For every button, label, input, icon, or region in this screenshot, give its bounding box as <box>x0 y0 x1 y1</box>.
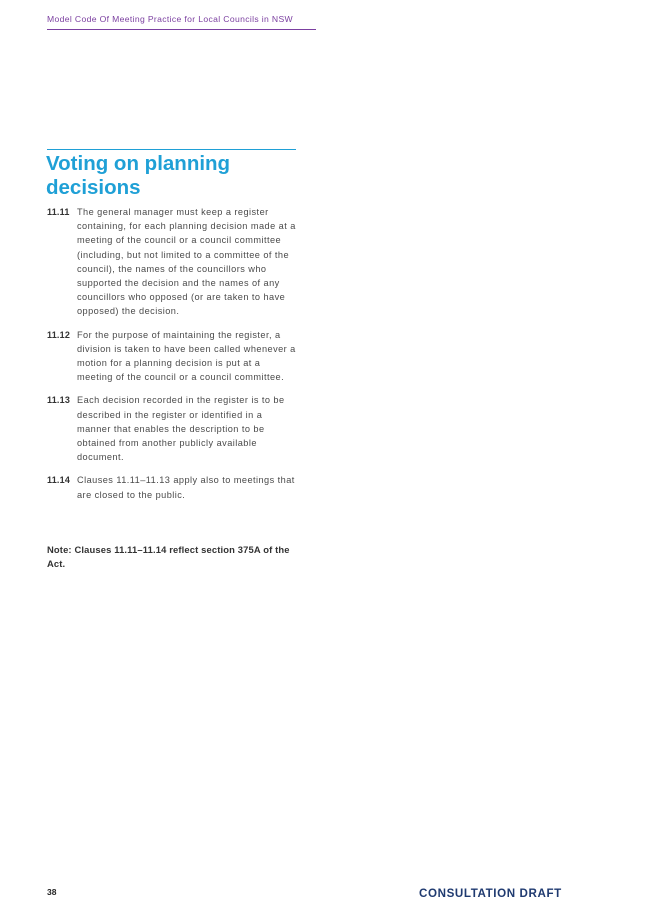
clause-text: The general manager must keep a register containing, for each planning decision made at a meeting of the council or a council committee (including, but not limited to a committee of the council), the names of the councillors who supported the decision and the names of any councillors who opposed (or are taken to have opposed) the decision. <box>77 207 296 317</box>
clause-number: 11.13 <box>47 395 71 406</box>
clause-number: 11.11 <box>47 207 70 217</box>
clause-11-13 <box>47 393 307 464</box>
page-number: 38 <box>47 887 57 897</box>
clause-number: 11.14 <box>47 475 71 486</box>
clause-11-12 <box>47 328 307 385</box>
section-title: Voting on planning decisions <box>46 152 231 199</box>
clause-number: 11.12 <box>47 329 71 340</box>
clause-text: Clauses 11.11–11.13 apply also to meetings that are closed to the public. <box>77 475 295 500</box>
clause-11-11 <box>47 205 307 319</box>
clause-list <box>47 205 307 511</box>
footer-label: CONSULTATION DRAFT <box>419 887 562 900</box>
running-header: Model Code Of Meeting Practice for Local Councils in NSW <box>47 14 316 30</box>
clause-11-14 <box>47 473 307 501</box>
clause-text: For the purpose of maintaining the register, a division is taken to have been called whenever a motion for a planning decision is put at a meeting of the council or a council committee. <box>77 329 296 383</box>
clause-text: Each decision recorded in the register is to be described in the register or identified in a manner that enables the description to be obtained from another publicly available document. <box>77 395 285 463</box>
section-divider <box>47 149 296 150</box>
note: Note: Clauses 11.11–11.14 reflect section 375A of the Act. <box>47 544 290 570</box>
